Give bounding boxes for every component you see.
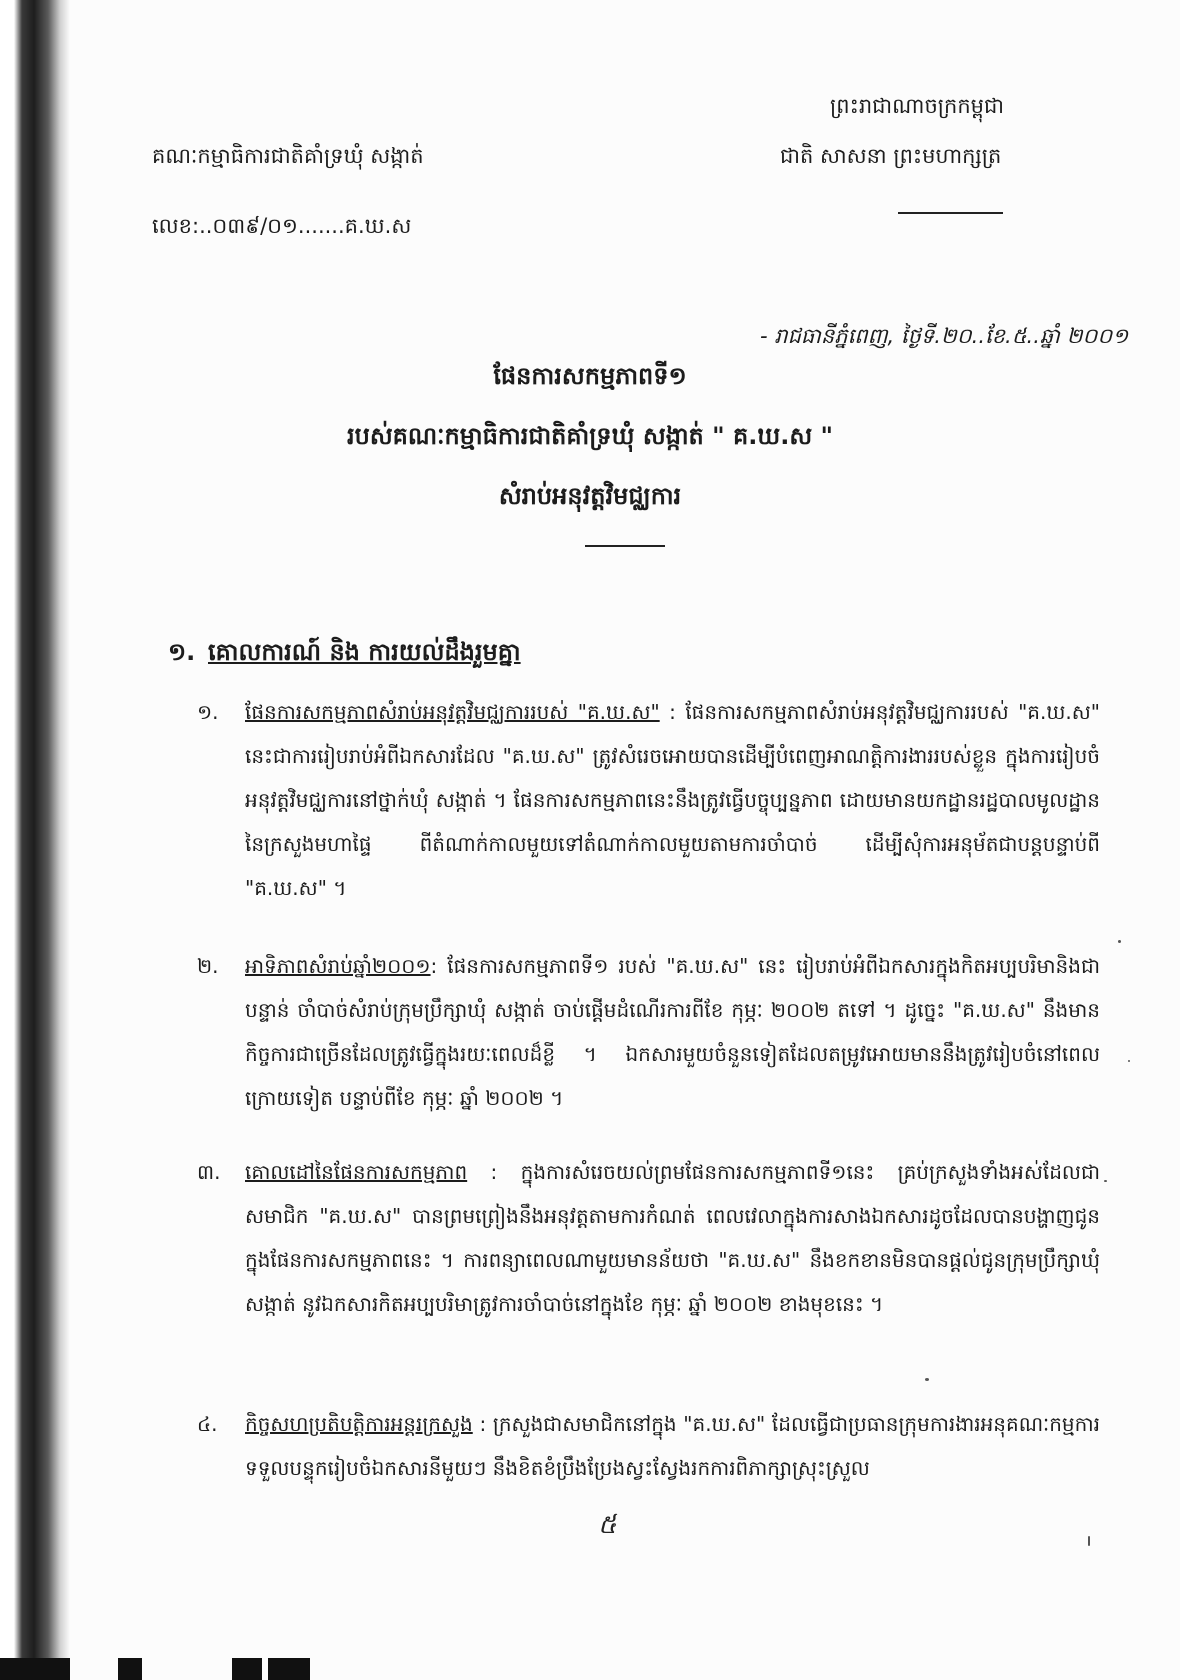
scan-speck — [1128, 1060, 1130, 1062]
item-number: ២. — [197, 954, 219, 978]
scan-speck — [925, 1378, 929, 1381]
handwritten-page-mark: ៥ — [598, 1510, 617, 1540]
title-line-1: ផែនការសកម្មភាពទី១ — [493, 362, 687, 390]
item-heading: កិច្ចសហប្រតិបត្តិការអន្តរក្រសួង — [245, 1412, 473, 1436]
scan-speck — [1118, 940, 1121, 943]
title-line-3: សំរាប់អនុវត្តវិមជ្ឈការ — [498, 482, 682, 510]
title-underline — [585, 545, 665, 547]
item-body: : ផែនការសកម្មភាពសំរាប់អនុវត្តវិមជ្ឈការរបស់ "គ.ឃ.ស" នេះជាការរៀបរាប់អំពីឯកសារដែល "គ.ឃ.ស" ត្រូវសំរេចអោយបានដើម្បីបំពេញអាណត្តិការងាររបស់ខ្លួន ក្នុងការរៀបចំអនុវត្តវិមជ្ឈការនៅថ្នាក់ឃុំ សង្កាត់ ។ ផែនការសកម្មភាពនេះនឹងត្រូវធ្វើបច្ចុប្បន្នភាព ដោយមានយកដ្ឋានរដ្ឋបាលមូលដ្ឋាននៃក្រសួងមហាផ្ទៃ ពីតំណាក់កាលមួយទៅតំណាក់កាលមួយតាមការចាំបាច់ ដើម្បីសុំការអនុម័តជាបន្តបន្ទាប់ពី "គ.ឃ.ស" ។ — [245, 700, 1101, 900]
scan-binding-edge — [0, 0, 70, 1680]
national-motto: ជាតិ សាសនា ព្រះមហាក្សត្រ — [780, 144, 1002, 168]
motto-underline — [898, 212, 1003, 214]
list-item — [197, 1402, 1100, 1490]
item-number: ១. — [197, 700, 219, 724]
reference-number: លេខ:..០៣៩/០១.......គ.ឃ.ស — [152, 214, 412, 238]
scan-bottom-edge — [0, 1658, 1180, 1680]
list-item — [197, 1150, 1100, 1326]
item-heading: អាទិភាពសំរាប់ឆ្នាំ២០០១ — [245, 954, 431, 978]
item-body: : ក្រសួងជាសមាជិកនៅក្នុង "គ.ឃ.ស" ដែលធ្វើជាប្រធានក្រុមការងារអនុគណៈកម្មការទទួលបន្ទុករៀបចំឯកសារនីមួយៗ នឹងខិតខំប្រឹងប្រែងស្វះស្វែងរកការពិភាក្សាស្រុះស្រួល — [245, 1412, 1100, 1480]
scan-speck — [1104, 1180, 1107, 1182]
item-number: ៣. — [197, 1160, 221, 1184]
list-item — [197, 944, 1100, 1120]
section-number: ១. — [168, 638, 196, 666]
item-body: : ក្នុងការសំរេចយល់ព្រមផែនការសកម្មភាពទី១នេះ គ្រប់ក្រសួងទាំងអស់ដែលជាសមាជិក "គ.ឃ.ស" បានព្រមព្រៀងនឹងអនុវត្តតាមការកំណត់ ពេលវេលាក្នុងការសាងឯកសារដូចដែលបានបង្ហាញជូនក្នុងផែនការសកម្មភាពនេះ ។ ការពន្យាពេលណាមួយមានន័យថា "គ.ឃ.ស" នឹងខកខានមិនបានផ្តល់ជូនក្រុមប្រឹក្សាឃុំ សង្កាត់ នូវឯកសារកិតអប្បបរិមាត្រូវការចាំបាច់នៅក្នុងខែ កុម្ភៈ ឆ្នាំ ២០០២ ខាងមុខនេះ ។ — [245, 1160, 1100, 1316]
title-line-2: របស់គណៈកម្មាធិការជាតិគាំទ្រឃុំ សង្កាត់ " គ.ឃ.ស " — [346, 422, 834, 450]
list-item — [197, 690, 1101, 910]
item-number: ៤. — [197, 1412, 218, 1436]
scan-speck — [1088, 1536, 1090, 1546]
committee-name: គណៈកម្មាធិការជាតិគាំទ្រឃុំ សង្កាត់ — [152, 144, 424, 168]
item-heading: គោលដៅនៃផែនការសកម្មភាព — [245, 1160, 468, 1184]
document-date: - រាជធានីភ្នំពេញ, ថ្ងៃទី.២០..ខែ.៥..ឆ្នាំ ២០០១ — [760, 324, 1129, 348]
kingdom-name: ព្រះរាជាណាចក្រកម្ពុជា — [830, 94, 1005, 118]
section-heading: គោលការណ៍ និង ការយល់ដឹងរួមគ្នា — [208, 638, 521, 666]
item-body: : ផែនការសកម្មភាពទី១ របស់ "គ.ឃ.ស" នេះ រៀបរាប់អំពីឯកសារក្នុងកិតអប្បបរិមានិងជាបន្ទាន់ ចាំបាច់សំរាប់ក្រុមប្រឹក្សាឃុំ សង្កាត់ ចាប់ផ្តើមដំណើរការពីខែ កុម្ភៈ ២០០២ តទៅ ។ ដូច្នេះ "គ.ឃ.ស" នឹងមានកិច្ចការជាច្រើនដែលត្រូវធ្វើក្នុងរយៈពេលដ៏ខ្លី ។ ឯកសារមួយចំនួនទៀតដែលតម្រូវអោយមាននឹងត្រូវរៀបចំនៅពេលក្រោយទៀត បន្ទាប់ពីខែ កុម្ភៈ ឆ្នាំ ២០០២ ។ — [245, 954, 1100, 1110]
item-heading: ផែនការសកម្មភាពសំរាប់អនុវត្តវិមជ្ឈការរបស់ "គ.ឃ.ស" — [245, 700, 660, 724]
